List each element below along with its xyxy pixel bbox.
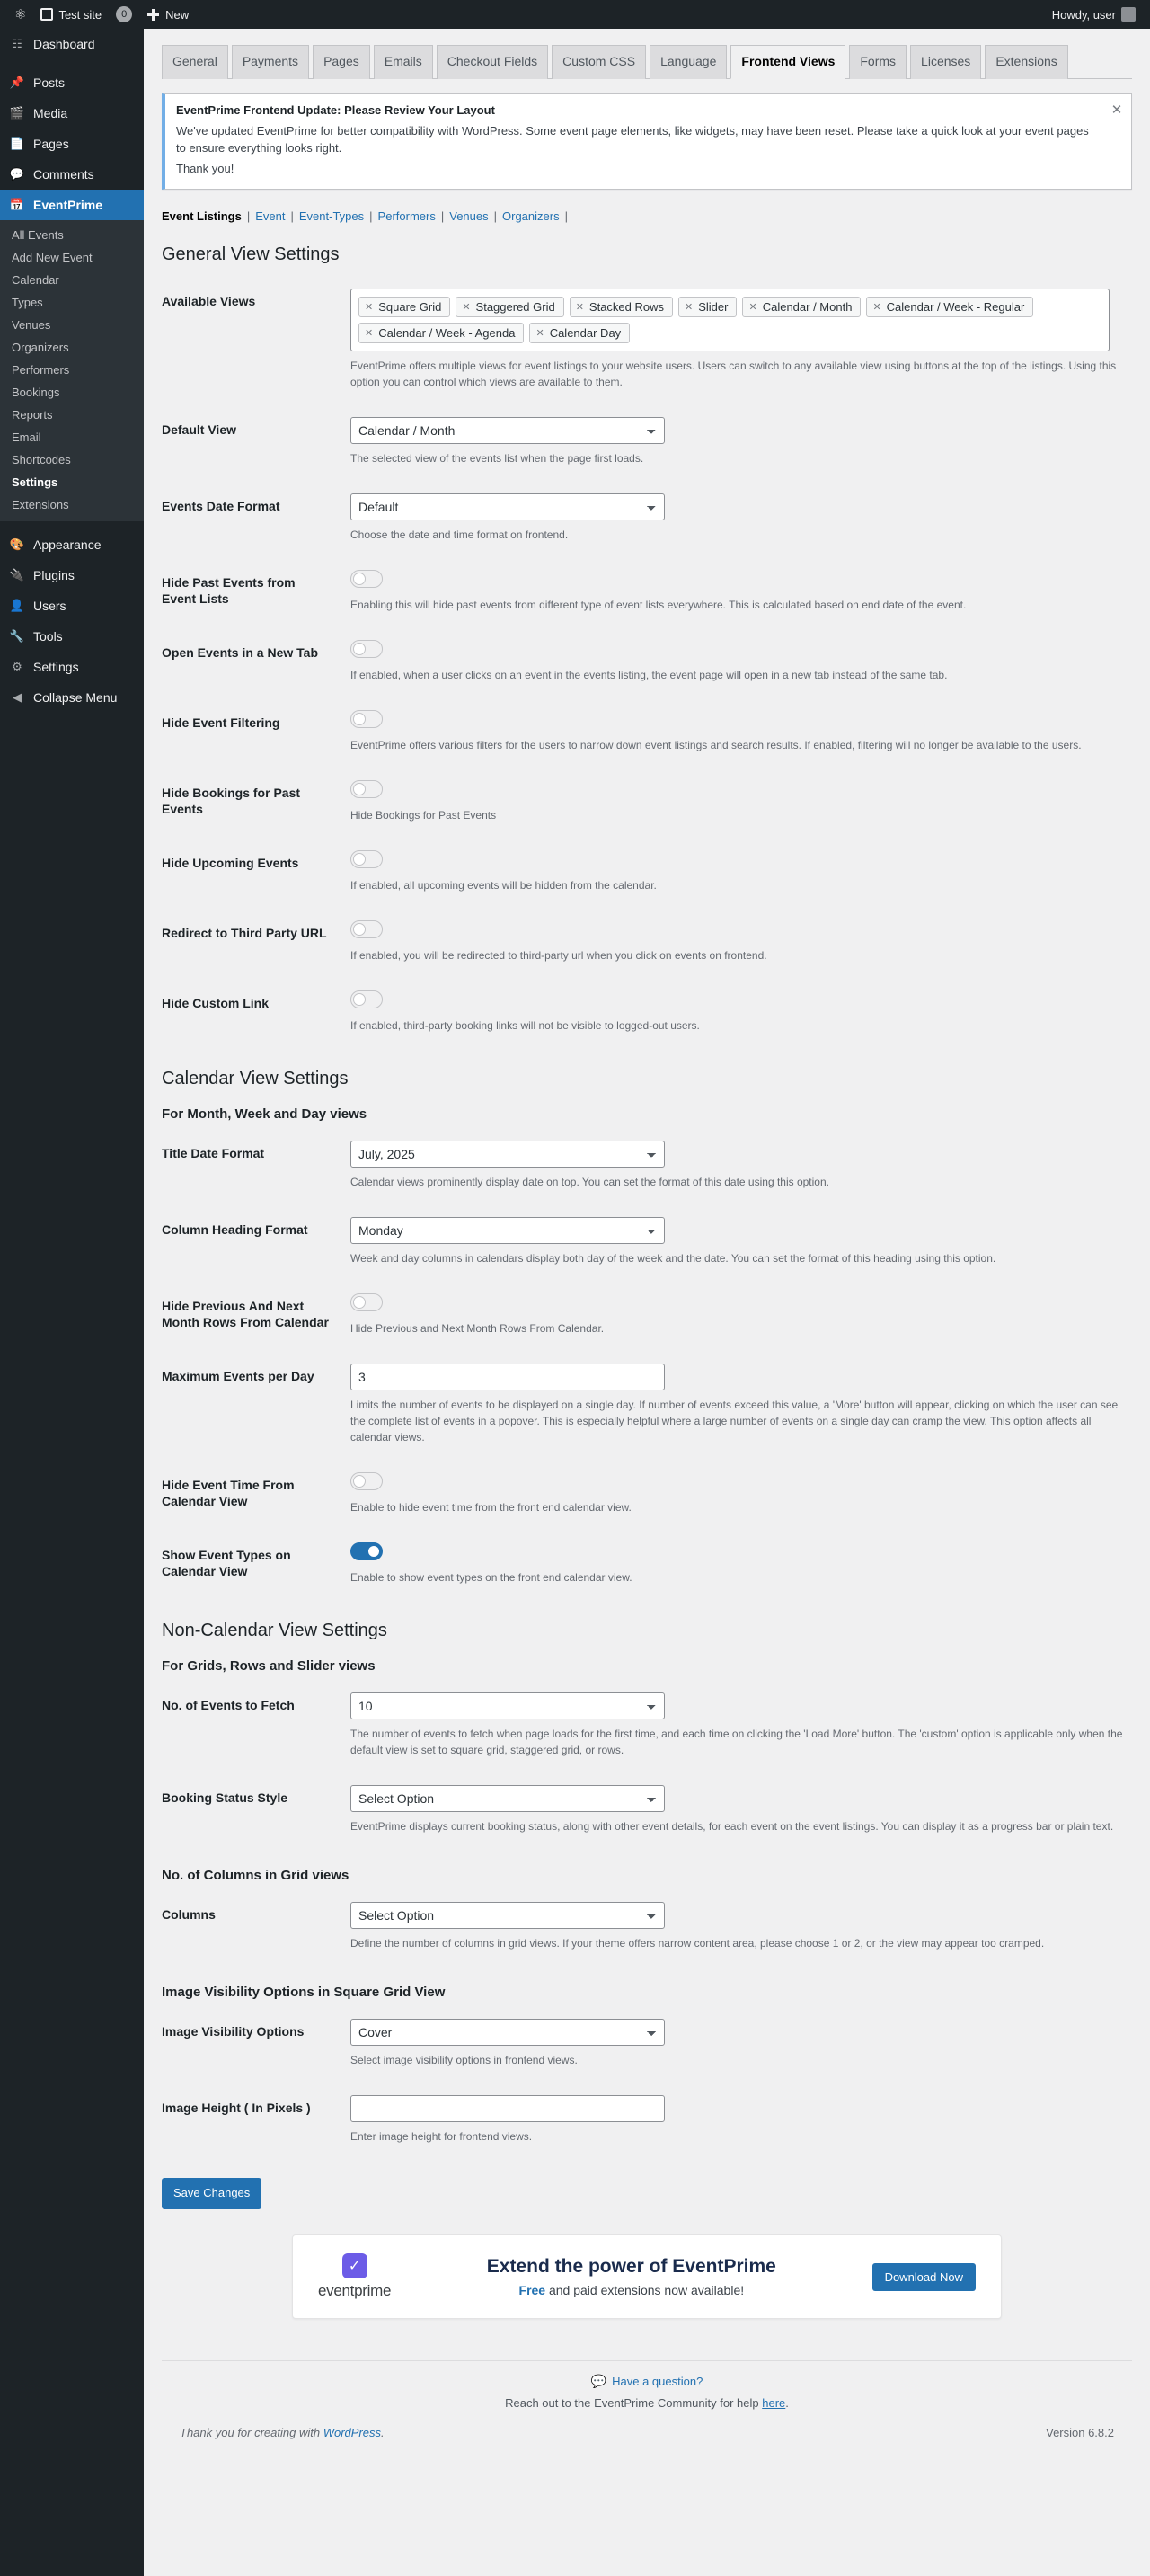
tag-slider[interactable] xyxy=(678,297,737,317)
footer-version: Version 6.8.2 xyxy=(1046,2426,1114,2440)
description-hide-upcoming: If enabled, all upcoming events will be hidden from the calendar. xyxy=(350,879,657,893)
description-available-views: EventPrime offers multiple views for event listings to your website users. Users can switch to any available view using buttons at the top of the listings. Using this option you can control which views are available to them. xyxy=(350,360,1117,389)
admin-bar xyxy=(0,0,1150,29)
remove-icon[interactable]: ✕ xyxy=(365,328,374,340)
tab-custom-css[interactable]: Custom CSS xyxy=(552,45,646,79)
description-hide-event-filtering: EventPrime offers various filters for the users to narrow down event listings and search results. If enabled, filtering will no longer be available to the users. xyxy=(350,739,1082,752)
label-max-events-per-day: Maximum Events per Day xyxy=(162,1369,314,1384)
general-view-settings-table xyxy=(162,275,1132,1047)
events-to-fetch-select[interactable] xyxy=(350,1692,665,1719)
toggle-knob xyxy=(353,713,366,725)
tag-stacked-rows[interactable] xyxy=(570,297,673,317)
sidebar-item-label: Media xyxy=(33,106,68,120)
dashboard-icon: ☷ xyxy=(12,37,22,50)
sidebar-subitem-performers[interactable]: Performers xyxy=(12,363,70,377)
toggle-knob xyxy=(353,1296,366,1309)
tab-language[interactable]: Language xyxy=(650,45,727,79)
avatar xyxy=(1121,7,1136,22)
subnav-separator: | xyxy=(564,209,568,224)
promo-text xyxy=(416,2256,846,2297)
subnav-venues[interactable]: Venues xyxy=(449,209,489,224)
tab-general[interactable]: General xyxy=(162,45,228,79)
save-row xyxy=(162,2178,1132,2209)
available-views-multiselect[interactable] xyxy=(350,289,1110,351)
sidebar-subitem-bookings[interactable]: Bookings xyxy=(12,386,60,399)
sidebar-subitem-extensions[interactable]: Extensions xyxy=(12,498,69,511)
remove-icon[interactable]: ✕ xyxy=(365,302,374,314)
label-default-view: Default View xyxy=(162,422,236,438)
tag-staggered-grid[interactable] xyxy=(456,297,563,317)
footer-help-title: Have a question? xyxy=(612,2375,703,2389)
tag-calendar-week-regular[interactable] xyxy=(866,297,1033,317)
promo-subtitle xyxy=(416,2283,846,2297)
subnav-separator: | xyxy=(493,209,497,224)
tag-square-grid[interactable] xyxy=(358,297,450,317)
wordpress-logo-icon: ⚛ xyxy=(14,6,27,22)
tag-label: Stacked Rows xyxy=(588,300,665,315)
tab-checkout-fields[interactable]: Checkout Fields xyxy=(437,45,548,79)
sidebar-item-label: Appearance xyxy=(33,537,102,552)
tag-label: Calendar Day xyxy=(549,326,622,341)
label-hide-prev-next-rows: Hide Previous And Next Month Rows From Calendar xyxy=(162,1299,329,1330)
label-hide-past-events: Hide Past Events from Event Lists xyxy=(162,575,296,607)
row-events-to-fetch xyxy=(162,1679,1132,1772)
pin-icon: 📌 xyxy=(9,76,25,89)
title-date-format-select[interactable] xyxy=(350,1141,665,1168)
footer-help-link[interactable]: here xyxy=(762,2396,786,2411)
tag-label: Square Grid xyxy=(378,300,442,315)
footer-help-pre: Reach out to the EventPrime Community for help xyxy=(505,2396,763,2411)
tab-frontend-views[interactable]: Frontend Views xyxy=(730,45,845,79)
remove-icon[interactable]: ✕ xyxy=(872,302,881,314)
toggle-knob xyxy=(367,1545,380,1558)
description-title-date-format: Calendar views prominently display date on top. You can set the format of this date using this option. xyxy=(350,1176,829,1189)
row-default-view xyxy=(162,404,1132,480)
sidebar-separator xyxy=(0,521,144,529)
description-image-visibility: Select image visibility options in frontend views. xyxy=(350,2054,578,2067)
footer-bottom-row xyxy=(180,2426,1114,2439)
sidebar-item-users[interactable] xyxy=(0,591,144,621)
subnav-separator: | xyxy=(440,209,445,224)
row-hide-event-filtering xyxy=(162,697,1132,767)
calendar-view-settings-heading: Calendar View Settings xyxy=(162,1069,349,1089)
footer-help-heading xyxy=(180,2374,1114,2389)
sidebar-item-label: Posts xyxy=(33,76,66,90)
toggle-knob xyxy=(353,1475,366,1488)
columns-section-heading: No. of Columns in Grid views xyxy=(162,1868,349,1884)
row-hide-prev-next-rows xyxy=(162,1280,1132,1350)
sidebar-subitem-calendar[interactable]: Calendar xyxy=(12,273,59,287)
admin-sidebar xyxy=(0,29,144,2576)
row-image-height xyxy=(162,2082,1132,2158)
row-title-date-format xyxy=(162,1127,1132,1204)
label-image-height: Image Height ( In Pixels ) xyxy=(162,2101,311,2116)
row-available-views xyxy=(162,275,1132,404)
toggle-knob xyxy=(353,573,366,585)
page-icon: 📄 xyxy=(9,137,25,150)
description-show-event-types: Enable to show event types on the front end calendar view. xyxy=(350,1571,632,1585)
hide-past-events-toggle[interactable] xyxy=(350,570,383,588)
promo-subtitle-rest: and paid extensions now available! xyxy=(545,2283,745,2298)
toggle-knob xyxy=(353,993,366,1006)
label-hide-upcoming: Hide Upcoming Events xyxy=(162,856,299,871)
wordpress-link[interactable]: WordPress xyxy=(323,2426,381,2440)
sidebar-item-label: Comments xyxy=(33,167,94,182)
promo-title: Extend the power of EventPrime xyxy=(486,2256,776,2278)
chat-bubble-icon: 💬 xyxy=(590,2374,607,2389)
sidebar-item-label: Dashboard xyxy=(33,37,95,51)
subnav-separator: | xyxy=(369,209,373,224)
description-hide-prev-next-rows: Hide Previous and Next Month Rows From Calendar. xyxy=(350,1322,605,1336)
row-max-events-per-day xyxy=(162,1350,1132,1459)
max-events-per-day-input[interactable] xyxy=(350,1364,665,1390)
description-booking-status-style: EventPrime displays current booking status, along with other event details, for each event on the event listings. You can display it as a progress bar or plain text. xyxy=(350,1820,1114,1834)
sidebar-item-comments[interactable] xyxy=(0,159,144,190)
description-events-to-fetch: The number of events to fetch when page loads for the first time, and each time on clicking the 'Load More' button. The 'custom' option is applicable only when the default view is set to square grid, staggered grid, or rows. xyxy=(350,1728,1123,1757)
subnav-separator: | xyxy=(290,209,294,224)
label-show-event-types: Show Event Types on Calendar View xyxy=(162,1548,291,1579)
sidebar-separator xyxy=(0,59,144,67)
sidebar-item-posts[interactable] xyxy=(0,67,144,98)
tag-calendar-week-agenda[interactable] xyxy=(358,323,524,343)
label-hide-bookings-past: Hide Bookings for Past Events xyxy=(162,786,301,817)
promo-subtitle-free: Free xyxy=(518,2283,546,2298)
save-changes-button[interactable]: Save Changes xyxy=(162,2178,261,2209)
columns-select[interactable] xyxy=(350,1902,665,1929)
row-booking-status-style xyxy=(162,1772,1132,1848)
eventprime-submenu xyxy=(0,220,144,521)
sidebar-item-label: Plugins xyxy=(33,568,75,582)
tag-calendar-day[interactable] xyxy=(529,323,630,343)
subnav-organizers[interactable]: Organizers xyxy=(502,209,560,224)
remove-icon[interactable]: ✕ xyxy=(748,302,757,314)
tab-licenses[interactable]: Licenses xyxy=(910,45,981,79)
tab-forms[interactable]: Forms xyxy=(849,45,907,79)
events-date-format-select[interactable] xyxy=(350,493,665,520)
sidebar-subitem-types[interactable]: Types xyxy=(12,296,43,309)
new-content-menu[interactable] xyxy=(139,0,196,29)
row-hide-custom-link xyxy=(162,977,1132,1047)
subnav-separator: | xyxy=(246,209,251,224)
label-events-to-fetch: No. of Events to Fetch xyxy=(162,1698,295,1713)
noncalendar-subheading: For Grids, Rows and Slider views xyxy=(162,1658,376,1674)
label-events-date-format: Events Date Format xyxy=(162,499,280,514)
tab-extensions[interactable]: Extensions xyxy=(985,45,1067,79)
label-hide-event-filtering: Hide Event Filtering xyxy=(162,715,280,731)
eventprime-wordmark: eventprime xyxy=(318,2282,392,2300)
notice-body: We've updated EventPrime for better compatibility with WordPress. Some event page elements, like widgets, may have been reset. Please take a quick look at your event pages to ensure everything looks right. xyxy=(176,123,1089,155)
description-hide-bookings-past: Hide Bookings for Past Events xyxy=(350,809,497,822)
tag-label: Slider xyxy=(698,300,729,315)
sidebar-item-label: Collapse Menu xyxy=(33,690,118,705)
label-open-new-tab: Open Events in a New Tab xyxy=(162,645,319,661)
tab-emails[interactable]: Emails xyxy=(374,45,433,79)
noncalendar-view-settings-heading: Non-Calendar View Settings xyxy=(162,1621,387,1641)
main-content xyxy=(144,29,1150,2576)
label-title-date-format: Title Date Format xyxy=(162,1146,265,1161)
frontend-update-notice xyxy=(162,93,1132,191)
notice-title: EventPrime Frontend Update: Please Review Your Layout xyxy=(176,102,495,117)
tag-label: Staggered Grid xyxy=(475,300,555,315)
extension-promo-banner xyxy=(292,2234,1002,2319)
plug-icon: 🔌 xyxy=(9,568,25,582)
sidebar-item-label: Users xyxy=(33,599,66,613)
plus-icon xyxy=(146,8,160,22)
sidebar-item-settings[interactable] xyxy=(0,652,144,682)
footer-thanks-pre: Thank you for creating with xyxy=(180,2426,323,2440)
column-heading-format-select[interactable] xyxy=(350,1217,665,1244)
sidebar-item-appearance[interactable] xyxy=(0,529,144,560)
hide-custom-link-toggle[interactable] xyxy=(350,990,383,1008)
eventprime-logo xyxy=(318,2253,391,2300)
notice-thanks: Thank you! xyxy=(176,161,234,175)
row-hide-event-time xyxy=(162,1459,1132,1529)
description-default-view: The selected view of the events list when the page first loads. xyxy=(350,452,644,466)
sidebar-item-label: EventPrime xyxy=(33,198,103,212)
image-visibility-select[interactable] xyxy=(350,2019,665,2046)
description-hide-past-events: Enabling this will hide past events from different type of event lists everywhere. This is calculated based on end date of the event. xyxy=(350,599,967,612)
my-account-menu[interactable] xyxy=(1045,0,1143,29)
image-height-input[interactable] xyxy=(350,2095,665,2122)
gear-icon: ⚙ xyxy=(12,660,22,673)
sidebar-item-dashboard[interactable] xyxy=(0,29,144,59)
footer-help-line xyxy=(180,2396,1114,2410)
sidebar-subitem-all-events[interactable]: All Events xyxy=(12,228,64,242)
tag-label: Calendar / Month xyxy=(762,300,853,315)
footer-thanks xyxy=(180,2426,385,2439)
subnav-event-types[interactable]: Event-Types xyxy=(298,209,365,224)
remove-icon[interactable]: ✕ xyxy=(575,302,584,314)
label-available-views: Available Views xyxy=(162,294,256,309)
noncalendar-view-settings-table xyxy=(162,1679,1132,1848)
calendar-view-settings-table xyxy=(162,1127,1132,1599)
hide-event-filtering-toggle[interactable] xyxy=(350,710,383,728)
booking-status-style-select[interactable] xyxy=(350,1785,665,1812)
description-max-events-per-day: Limits the number of events to be displayed on a single day. If number of events exceed this value, a 'More' button will appear, clicking on which the user can see the complete list of events in a popover. This is especially helpful where a large number of events on a single day can cramp the view. This option affects all calendar views. xyxy=(350,1399,1119,1444)
tag-label: Calendar / Week - Agenda xyxy=(378,326,516,341)
new-content-label: New xyxy=(165,7,190,22)
sidebar-item-plugins[interactable] xyxy=(0,560,144,591)
footer-help-post: . xyxy=(785,2396,789,2411)
sidebar-subitem-reports[interactable]: Reports xyxy=(12,408,53,422)
calendar-icon: 📅 xyxy=(9,198,25,211)
description-image-height: Enter image height for frontend views. xyxy=(350,2130,533,2144)
sidebar-subitem-email[interactable]: Email xyxy=(12,431,41,444)
label-hide-event-time: Hide Event Time From Calendar View xyxy=(162,1478,295,1509)
sidebar-subitem-venues[interactable]: Venues xyxy=(12,318,51,332)
subnav-performers[interactable]: Performers xyxy=(377,209,436,224)
row-column-heading-format xyxy=(162,1204,1132,1280)
default-view-select[interactable] xyxy=(350,417,665,444)
row-image-visibility xyxy=(162,2005,1132,2082)
wp-logo-menu[interactable] xyxy=(7,0,33,29)
description-hide-custom-link: If enabled, third-party booking links will not be visible to logged-out users. xyxy=(350,1019,700,1033)
eventprime-mark-icon: ✓ xyxy=(342,2253,367,2278)
hide-bookings-past-toggle[interactable] xyxy=(350,780,383,798)
toggle-knob xyxy=(353,853,366,866)
description-redirect-third-party: If enabled, you will be redirected to third-party url when you click on events on frontend. xyxy=(350,949,767,963)
hide-event-time-toggle[interactable] xyxy=(350,1472,383,1490)
general-view-settings-heading: General View Settings xyxy=(162,244,340,265)
label-image-visibility: Image Visibility Options xyxy=(162,2024,305,2039)
label-redirect-third-party: Redirect to Third Party URL xyxy=(162,926,327,941)
label-column-heading-format: Column Heading Format xyxy=(162,1222,308,1238)
remove-icon[interactable]: ✕ xyxy=(535,328,544,340)
howdy-label: Howdy, user xyxy=(1051,7,1116,22)
sidebar-subitem-add-new-event[interactable]: Add New Event xyxy=(12,251,93,264)
description-events-date-format: Choose the date and time format on frontend. xyxy=(350,529,569,542)
sidebar-subitem-organizers[interactable]: Organizers xyxy=(12,341,69,354)
hide-upcoming-toggle[interactable] xyxy=(350,850,383,868)
comment-bubble-icon: 0 xyxy=(116,6,132,22)
toggle-knob xyxy=(353,783,366,795)
comments-menu[interactable] xyxy=(109,0,139,29)
description-hide-event-time: Enable to hide event time from the front end calendar view. xyxy=(350,1501,632,1515)
paintbrush-icon: 🎨 xyxy=(9,537,25,551)
description-open-new-tab: If enabled, when a user clicks on an event in the events listing, the event page will open in a new tab instead of the same tab. xyxy=(350,669,948,682)
subnav-event-listings[interactable]: Event Listings xyxy=(162,209,242,224)
footer-thanks-post: . xyxy=(381,2426,385,2440)
sidebar-item-label: Settings xyxy=(33,660,79,674)
label-booking-status-style: Booking Status Style xyxy=(162,1790,288,1806)
sidebar-subitem-settings[interactable]: Settings xyxy=(12,475,58,489)
redirect-third-party-toggle[interactable] xyxy=(350,920,383,938)
row-hide-past-events xyxy=(162,556,1132,626)
row-show-event-types xyxy=(162,1529,1132,1599)
row-events-date-format xyxy=(162,480,1132,556)
row-hide-upcoming xyxy=(162,837,1132,907)
tag-label: Calendar / Week - Regular xyxy=(886,300,1025,315)
toggle-knob xyxy=(353,643,366,655)
wrench-icon: 🔧 xyxy=(9,629,25,643)
home-icon xyxy=(40,8,53,21)
media-icon: 🎬 xyxy=(9,106,25,120)
download-now-button[interactable]: Download Now xyxy=(872,2263,976,2291)
description-columns: Define the number of columns in grid views. If your theme offers narrow content area, please choose 1 or 2, or the view may appear too cramped. xyxy=(350,1937,1045,1950)
sidebar-item-tools[interactable] xyxy=(0,621,144,652)
sidebar-item-media[interactable] xyxy=(0,98,144,129)
open-new-tab-toggle[interactable] xyxy=(350,640,383,658)
sidebar-item-eventprime[interactable] xyxy=(0,190,144,220)
sidebar-item-label: Pages xyxy=(33,137,69,151)
site-name-label: Test site xyxy=(58,7,102,22)
site-name-menu[interactable] xyxy=(33,0,109,29)
close-icon[interactable]: ✕ xyxy=(1110,102,1123,118)
frontend-views-subnav xyxy=(162,209,1132,223)
image-settings-table xyxy=(162,2005,1132,2158)
label-columns: Columns xyxy=(162,1907,216,1923)
sidebar-item-collapse-menu[interactable] xyxy=(0,682,144,713)
image-visibility-section-heading: Image Visibility Options in Square Grid View xyxy=(162,1985,446,2001)
label-hide-custom-link: Hide Custom Link xyxy=(162,996,270,1011)
collapse-icon: ◀ xyxy=(13,690,22,704)
comment-icon: 💬 xyxy=(9,167,25,181)
subnav-event[interactable]: Event xyxy=(255,209,286,224)
sidebar-subitem-shortcodes[interactable]: Shortcodes xyxy=(12,453,71,466)
row-columns xyxy=(162,1888,1132,1965)
columns-settings-table xyxy=(162,1888,1132,1965)
hide-prev-next-rows-toggle[interactable] xyxy=(350,1293,383,1311)
sidebar-item-label: Tools xyxy=(33,629,63,644)
show-event-types-toggle[interactable] xyxy=(350,1542,383,1560)
users-icon: 👤 xyxy=(9,599,25,612)
toggle-knob xyxy=(353,923,366,936)
sidebar-item-pages[interactable] xyxy=(0,129,144,159)
row-open-new-tab xyxy=(162,626,1132,697)
remove-icon[interactable]: ✕ xyxy=(462,302,471,314)
tab-payments[interactable]: Payments xyxy=(232,45,309,79)
row-redirect-third-party xyxy=(162,907,1132,977)
settings-tabs xyxy=(162,45,1132,79)
row-hide-bookings-past xyxy=(162,767,1132,837)
admin-footer xyxy=(162,2360,1132,2448)
calendar-subheading: For Month, Week and Day views xyxy=(162,1106,367,1123)
tag-calendar-month[interactable] xyxy=(742,297,861,317)
remove-icon[interactable]: ✕ xyxy=(685,302,694,314)
tab-pages[interactable]: Pages xyxy=(313,45,370,79)
description-column-heading-format: Week and day columns in calendars display both day of the week and the date. You can set the format of this heading using this option. xyxy=(350,1252,996,1266)
